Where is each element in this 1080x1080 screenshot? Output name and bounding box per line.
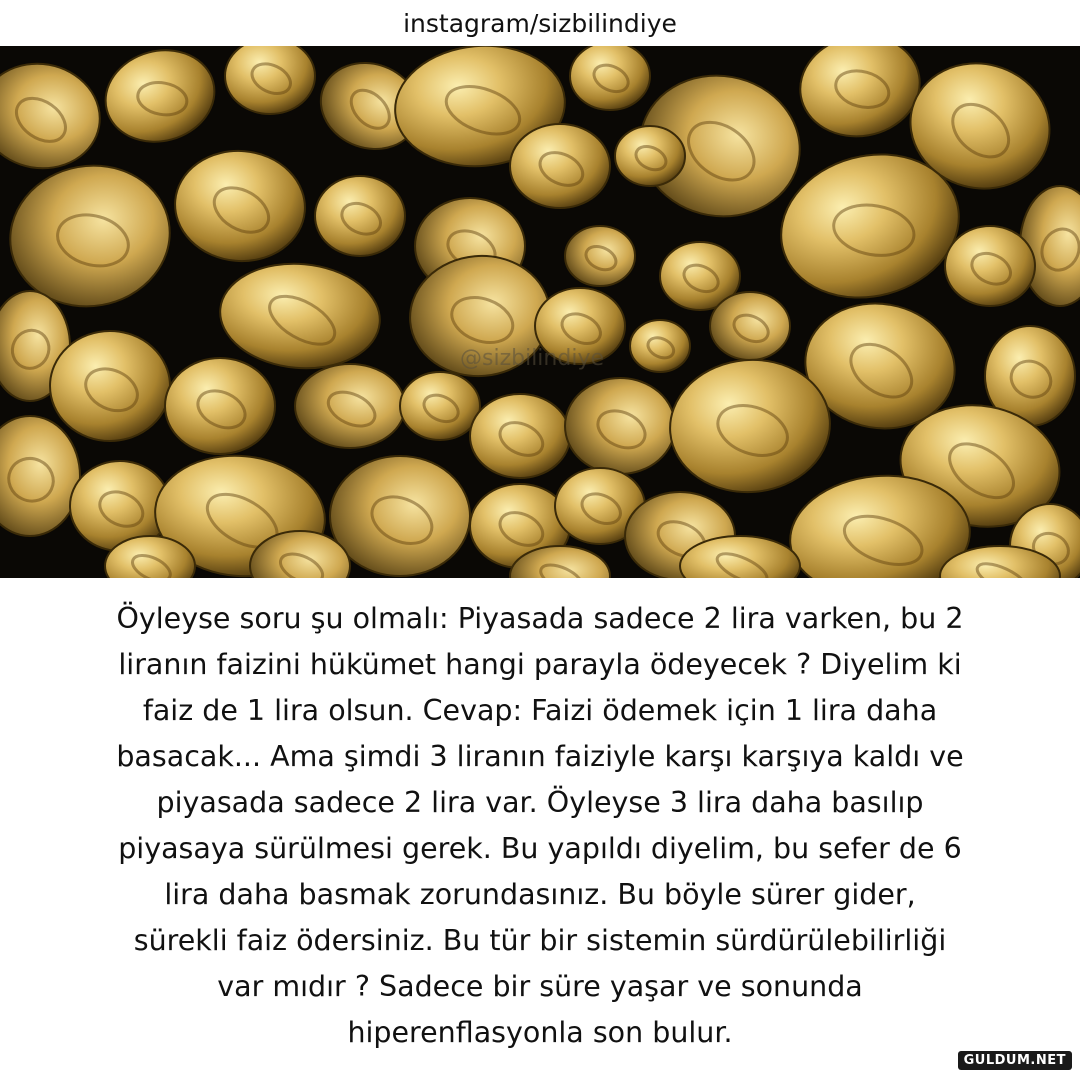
coin	[945, 226, 1035, 306]
caption-line: Öyleyse soru şu olmalı: Piyasada sadece 2 lira varken, bu 2	[116, 602, 964, 635]
coin	[400, 372, 480, 440]
caption-line: liranın faizini hükümet hangi parayla ödeyecek ? Diyelim ki	[118, 648, 962, 681]
coin	[630, 320, 690, 372]
caption-line: piyasaya sürülmesi gerek. Bu yapıldı diyelim, bu sefer de 6	[118, 832, 962, 865]
photo-watermark: @sizbilindiye	[460, 346, 604, 371]
caption-line: sürekli faiz ödersiniz. Bu tür bir sistemin sürdürülebilirliği	[133, 924, 947, 957]
coin	[295, 364, 405, 448]
coins-illustration	[0, 46, 1080, 578]
caption-line: var mıdır ? Sadece bir süre yaşar ve sonunda	[217, 970, 863, 1003]
site-badge: GULDUM.NET	[958, 1051, 1072, 1070]
coin	[470, 394, 570, 478]
coins-photo	[0, 46, 1080, 578]
caption-line: faiz de 1 lira olsun. Cevap: Faizi ödemek için 1 lira daha	[142, 694, 938, 727]
coin	[565, 378, 675, 474]
coin	[225, 46, 315, 114]
coin	[510, 124, 610, 208]
caption-line: basacak... Ama şimdi 3 liranın faiziyle karşı karşıya kaldı ve	[116, 740, 964, 773]
coin	[315, 176, 405, 256]
coin	[165, 358, 275, 454]
coin	[565, 226, 635, 286]
coin	[330, 456, 470, 576]
coin	[615, 126, 685, 186]
coin	[570, 46, 650, 110]
instagram-handle: instagram/sizbilindiye	[403, 8, 677, 38]
caption-line: hiperenflasyonla son bulur.	[347, 1016, 733, 1049]
caption-line: piyasada sadece 2 lira var. Öyleyse 3 lira daha basılıp	[156, 786, 924, 819]
caption-line: lira daha basmak zorundasınız. Bu böyle sürer gider,	[164, 878, 916, 911]
coin	[50, 331, 170, 441]
caption-text	[20, 596, 1060, 1056]
coin	[710, 292, 790, 360]
